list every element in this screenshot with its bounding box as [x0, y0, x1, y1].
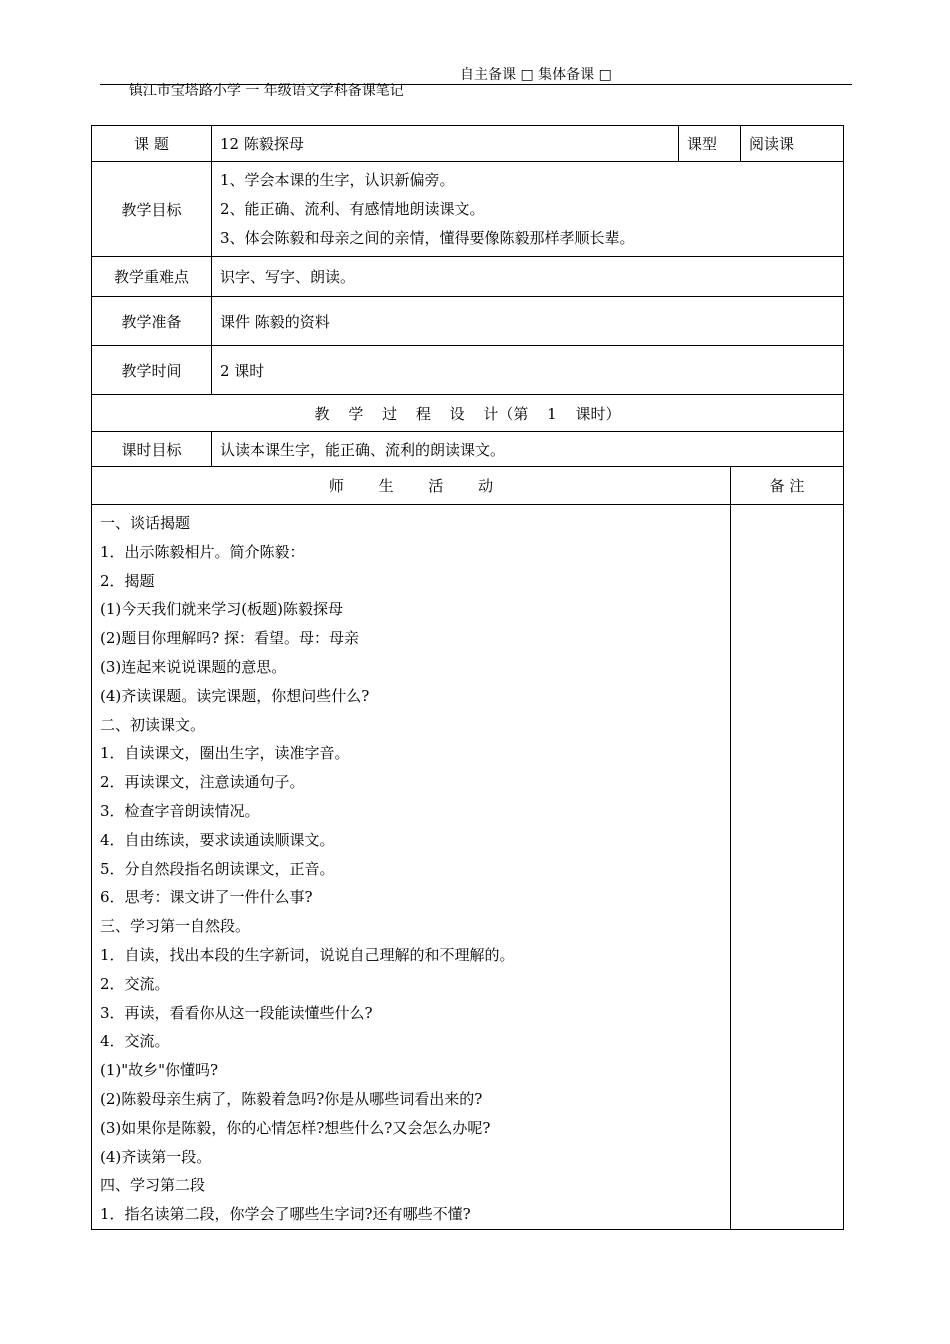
activity-line: (4)齐读课题。读完课题，你想问些什么? — [100, 686, 370, 705]
activity-header-row — [92, 467, 844, 505]
activity-line: 1．指名读第二段，你学会了哪些生字词?还有哪些不懂? — [100, 1205, 471, 1224]
preparation-value: 课件 陈毅的资料 — [212, 297, 844, 346]
activity-line: (3)连起来说说课题的意思。 — [100, 657, 287, 676]
activity-line: 3．检查字音朗读情况。 — [100, 801, 260, 820]
preparation-label: 教学准备 — [92, 297, 212, 346]
topic-row — [92, 126, 844, 162]
activity-line: 5．分自然段指名朗读课文，正音。 — [100, 859, 335, 878]
activity-line: 4．交流。 — [100, 1032, 170, 1051]
objectives-row — [92, 162, 844, 257]
period-goal-label: 课时目标 — [92, 432, 212, 467]
header-school: 镇江市宝塔路小学 一 年级语文学科备课笔记 — [128, 83, 404, 99]
activity-line: 二、初读课文。 — [100, 715, 206, 734]
activity-line: 一、谈话揭题 — [100, 514, 191, 532]
time-row — [92, 346, 844, 395]
activity-line: 三、学习第一自然段。 — [100, 917, 251, 936]
notes-cell — [731, 505, 844, 1230]
preparation-row — [92, 297, 844, 346]
key-points-value: 识字、写字、朗读。 — [212, 257, 844, 297]
activity-line: 3．再读，看看你从这一段能读懂些什么? — [100, 1003, 373, 1022]
activity-line: (1)今天我们就来学习(板题)陈毅探母 — [100, 600, 343, 619]
key-points-label: 教学重难点 — [92, 257, 212, 297]
key-points-row — [92, 257, 844, 297]
type-label: 课型 — [679, 126, 741, 162]
activity-line: 4．自由练读，要求读通读顺课文。 — [100, 830, 335, 849]
activity-line: (2)陈毅母亲生病了，陈毅着急吗?你是从哪些词看出来的? — [100, 1089, 483, 1108]
activity-line: (1)"故乡"你懂吗? — [100, 1061, 219, 1080]
process-title: 教 学 过 程 设 计（第 1 课时） — [92, 395, 844, 432]
page-header — [120, 64, 612, 116]
time-label: 教学时间 — [92, 346, 212, 395]
period-goal-value: 认读本课生字，能正确、流利的朗读课文。 — [212, 432, 844, 467]
time-value: 2 课时 — [212, 346, 844, 395]
activities-heading: 师 生 活 动 — [92, 467, 731, 505]
process-title-row — [92, 395, 844, 432]
topic-label: 课 题 — [92, 126, 212, 162]
activities-list — [92, 505, 731, 1230]
activity-line: (3)如果你是陈毅，你的心情怎样?想些什么?又会怎么办呢? — [100, 1118, 491, 1137]
topic-value: 12 陈毅探母 — [212, 126, 679, 162]
objective-item: 1、学会本课的生字，认识新偏旁。 — [220, 170, 455, 189]
activity-line: (4)齐读第一段。 — [100, 1147, 212, 1166]
activities-row — [92, 505, 844, 1230]
notes-heading: 备 注 — [731, 467, 844, 505]
activity-line: 1．出示陈毅相片。简介陈毅： — [100, 542, 305, 561]
objective-item: 2、能正确、流利、有感情地朗读课文。 — [220, 199, 485, 218]
activity-line: 2．交流。 — [100, 974, 170, 993]
activity-line: 2．再读课文，注意读通句子。 — [100, 773, 305, 792]
activity-line: (2)题目你理解吗? 探：看望。母：母亲 — [100, 629, 360, 648]
objectives-list — [212, 162, 844, 257]
activity-line: 1．自读，找出本段的生字新词，说说自己理解的和不理解的。 — [100, 945, 515, 964]
type-value: 阅读课 — [741, 126, 844, 162]
header-rule — [100, 84, 852, 85]
activity-line: 1．自读课文，圈出生字，读准字音。 — [100, 744, 350, 763]
activity-line: 6．思考：课文讲了一件什么事? — [100, 888, 313, 907]
objectives-label: 教学目标 — [92, 162, 212, 257]
activity-line: 四、学习第二段 — [100, 1176, 206, 1195]
objective-item: 3、体会陈毅和母亲之间的亲情，懂得要像陈毅那样孝顺长辈。 — [220, 228, 635, 247]
header-options: 自主备课 □ 集体备课 □ — [460, 67, 612, 83]
activity-line: 2．揭题 — [100, 571, 155, 590]
lesson-plan-table — [91, 125, 844, 1230]
period-goal-row — [92, 432, 844, 467]
